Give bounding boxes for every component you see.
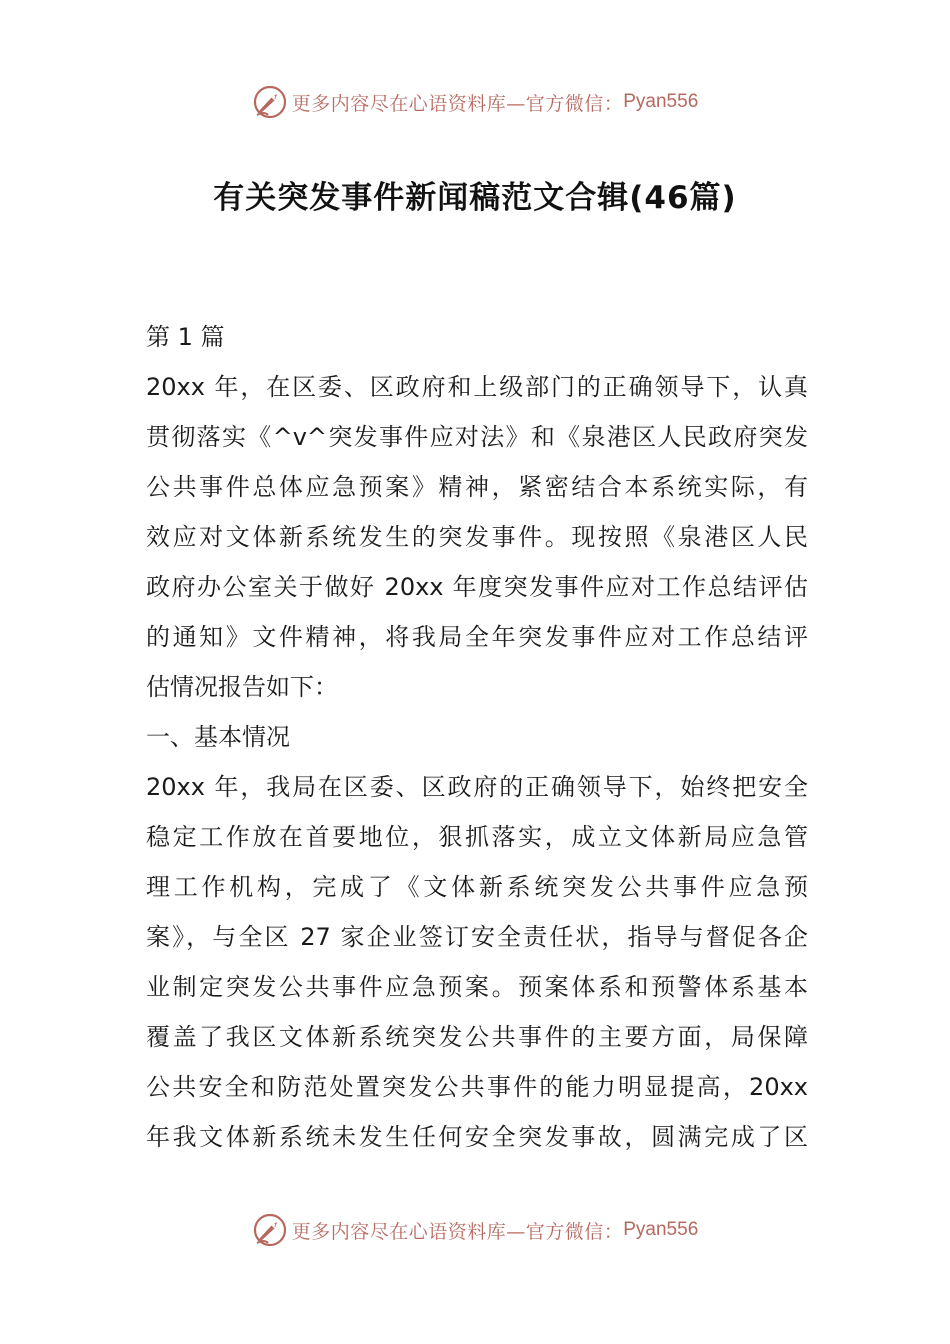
body-line: 贯彻落实《^v^突发事件应对法》和《泉港区人民政府突发: [146, 423, 808, 451]
body-line: 的通知》文件精神，将我局全年突发事件应对工作总结评: [146, 623, 808, 651]
body-line: 20xx 年，我局在区委、区政府的正确领导下，始终把安全: [146, 773, 808, 801]
pen-nib-logo-icon: [252, 84, 288, 120]
body-line: 20xx 年，在区委、区政府和上级部门的正确领导下，认真: [146, 373, 808, 401]
document-title: 有关突发事件新闻稿范文合辑(46篇): [213, 180, 737, 216]
watermark-wechat-id: Pyan556: [623, 1219, 699, 1240]
section-heading: 第 1 篇: [146, 323, 225, 351]
body-line: 稳定工作放在首要地位，狠抓落实，成立文体新局应急管: [146, 823, 808, 851]
watermark-wechat-id: Pyan556: [623, 91, 699, 112]
watermark-text: 更多内容尽在心语资料库—官方微信：: [291, 1220, 624, 1243]
body-line: 估情况报告如下：: [146, 673, 338, 701]
body-line: 案》，与全区 27 家企业签订安全责任状，指导与督促各企: [146, 923, 808, 951]
watermark-banner-bottom: [0, 1208, 950, 1252]
pen-nib-logo-icon: [252, 1212, 288, 1248]
body-line: 公共安全和防范处置突发公共事件的能力明显提高，20xx: [146, 1073, 808, 1101]
body-line: 公共事件总体应急预案》精神，紧密结合本系统实际，有: [146, 473, 808, 501]
document-body: [146, 312, 808, 1162]
body-line: 业制定突发公共事件应急预案。预案体系和预警体系基本: [146, 973, 808, 1001]
body-line: 政府办公室关于做好 20xx 年度突发事件应对工作总结评估: [146, 573, 808, 601]
body-line: 效应对文体新系统发生的突发事件。现按照《泉港区人民: [146, 523, 808, 551]
body-line: 覆盖了我区文体新系统突发公共事件的主要方面，局保障: [146, 1023, 808, 1051]
body-line: 年我文体新系统未发生任何安全突发事故，圆满完成了区: [146, 1123, 808, 1151]
watermark-text: 更多内容尽在心语资料库—官方微信：: [291, 92, 624, 115]
body-line: 理工作机构，完成了《文体新系统突发公共事件应急预: [146, 873, 808, 901]
watermark-banner-top: [0, 80, 950, 124]
subsection-heading: 一、基本情况: [146, 723, 290, 751]
